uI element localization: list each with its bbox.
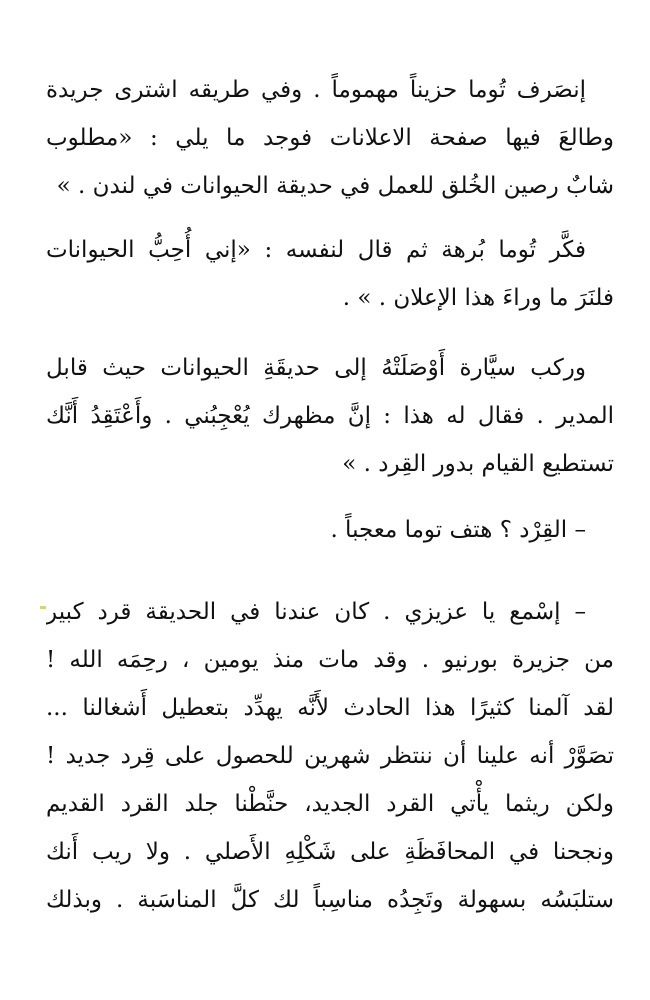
- text-line: إنصَرف تُوما حزيناً مهموماً . وفي طريقه اشترى جريدة: [46, 77, 586, 103]
- paragraph-5: [46, 588, 614, 924]
- text-line: وركب سيَّارة أَوْصَلَتْهُ إلى حديقَةِ الحيوانات حيث قابل: [46, 355, 586, 381]
- text-line: ونجحنا في المحافَظَةِ على شَكْلِهِ الأَصلي . ولا ريب أَنك: [46, 839, 614, 865]
- text-line: المدير . فقال له هذا : إنَّ مظهرك يُعْجِبُني . وأَعْتَقِدُ أَنَّك: [46, 403, 614, 429]
- text-line: تصَوَّرْ أنه علينا أن ننتظر شهرين للحصول على قِرد جديد !: [46, 743, 614, 769]
- text-line: – القِرْد ؟ هتف توما معجباً .: [330, 517, 586, 543]
- ink-speck: [40, 606, 46, 609]
- text-line: – إسْمع يا عزيزي . كان عندنا في الحديقة قرد كبير: [46, 599, 586, 625]
- text-line: من جزيرة بورنيو . وقد مات منذ يومين ، رحِمَه الله !: [46, 647, 614, 673]
- text-line: وطالعَ فيها صفحة الاعلانات فوجد ما يلي : «مطلوب: [46, 125, 614, 151]
- text-line: تستطيع القيام بدور القِرد . »: [342, 451, 614, 477]
- text-line: ستلبَسُه بسهولة وتَجِدُه مناسِباً لك كلَّ المناسَبة . وبذلك: [46, 887, 614, 913]
- text-line: شابٌ رصين الخُلق للعمل في حديقة الحيوانات في لندن . »: [56, 173, 614, 199]
- paragraph-2: [46, 226, 614, 322]
- text-line: فلنَرَ ما وراءَ هذا الإعلان . » .: [342, 285, 614, 311]
- text-line: ولكن ريثما يأْتي القرد الجديد، حنَّطْنا جلد القرد القديم: [46, 791, 614, 817]
- text-line: فكَّر تُوما بُرهة ثم قال لنفسه : «إني أُحِبُّ الحيوانات: [46, 237, 586, 263]
- paragraph-4: [46, 506, 614, 554]
- paragraph-3: [46, 344, 614, 488]
- book-page: [46, 66, 614, 966]
- text-line: لقد آلمنا كثيرًا هذا الحادث لأَنَّه يهدِّد بتعطيل أَشغالنا ...: [46, 695, 614, 721]
- paragraph-1: [46, 66, 614, 210]
